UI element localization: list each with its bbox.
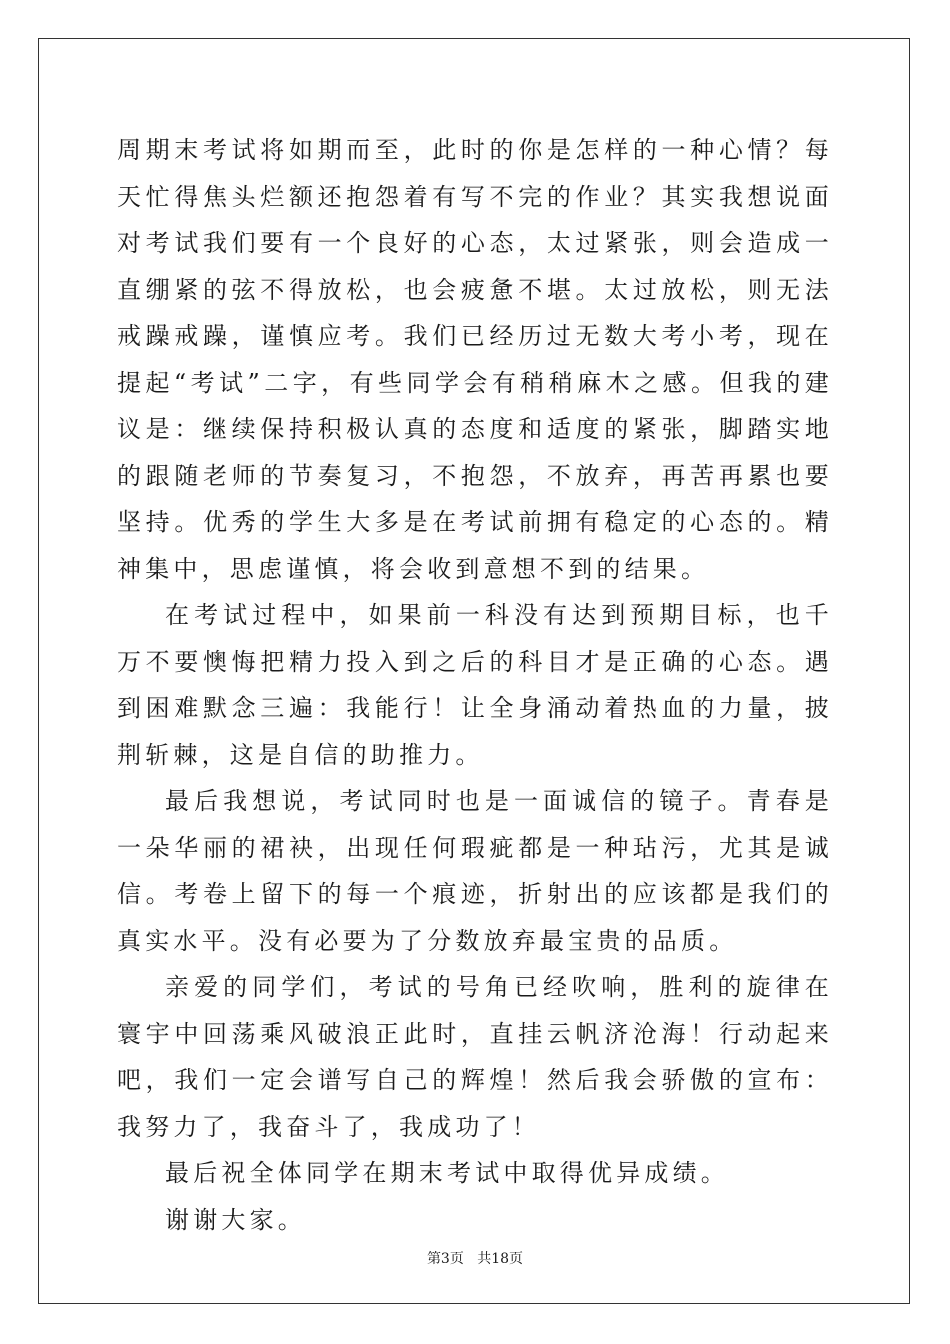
page-total: 共18页 (477, 1251, 524, 1267)
page-number: 第3页 (426, 1251, 464, 1267)
paragraph: 在考试过程中，如果前一科没有达到预期目标，也千万不要懊悔把精力投入到之后的科目才是正确的心态。遇到困难默念三遍：我能行！让全身涌动着热血的力量，披荆斩棘，这是自信的助推力。 (117, 601, 833, 769)
paragraph: 最后祝全体同学在期末考试中取得优异成绩。 (165, 1159, 729, 1187)
page-footer (0, 1248, 950, 1268)
paragraph: 周期末考试将如期而至，此时的你是怎样的一种心情？每天忙得焦头烂额还抱怨着有写不完的作业？其实我想说面对考试我们要有一个良好的心态，太过紧张，则会造成一直绷紧的弦不得放松，也会疲惫不堪。太过放松，则无法戒躁戒躁，谨慎应考。我们已经历过无数大考小考，现在提起“考试”二字，有些同学会有稍稍麻木之感。但我的建议是：继续保持积极认真的态度和适度的紧张，脚踏实地的跟随老师的节奏复习，不抱怨，不放弃，再苦再累也要坚持。优秀的学生大多是在考试前拥有稳定的心态的。精神集中，思虑谨慎，将会收到意想不到的结果。 (117, 136, 833, 583)
paragraph: 亲爱的同学们，考试的号角已经吹响，胜利的旋律在寰宇中回荡乘风破浪正此时，直挂云帆济沧海！行动起来吧，我们一定会谱写自己的辉煌！然后我会骄傲的宣布：我努力了，我奋斗了，我成功了！ (117, 973, 833, 1141)
paragraph: 谢谢大家。 (165, 1205, 306, 1234)
paragraph: 最后我想说，考试同时也是一面诚信的镜子。青春是一朵华丽的裙袂，出现任何瑕疵都是一种玷污，尤其是诚信。考卷上留下的每一个痕迹，折射出的应该都是我们的真实水平。没有必要为了分数放弃最宝贵的品质。 (117, 787, 833, 955)
document-body (117, 127, 833, 1243)
